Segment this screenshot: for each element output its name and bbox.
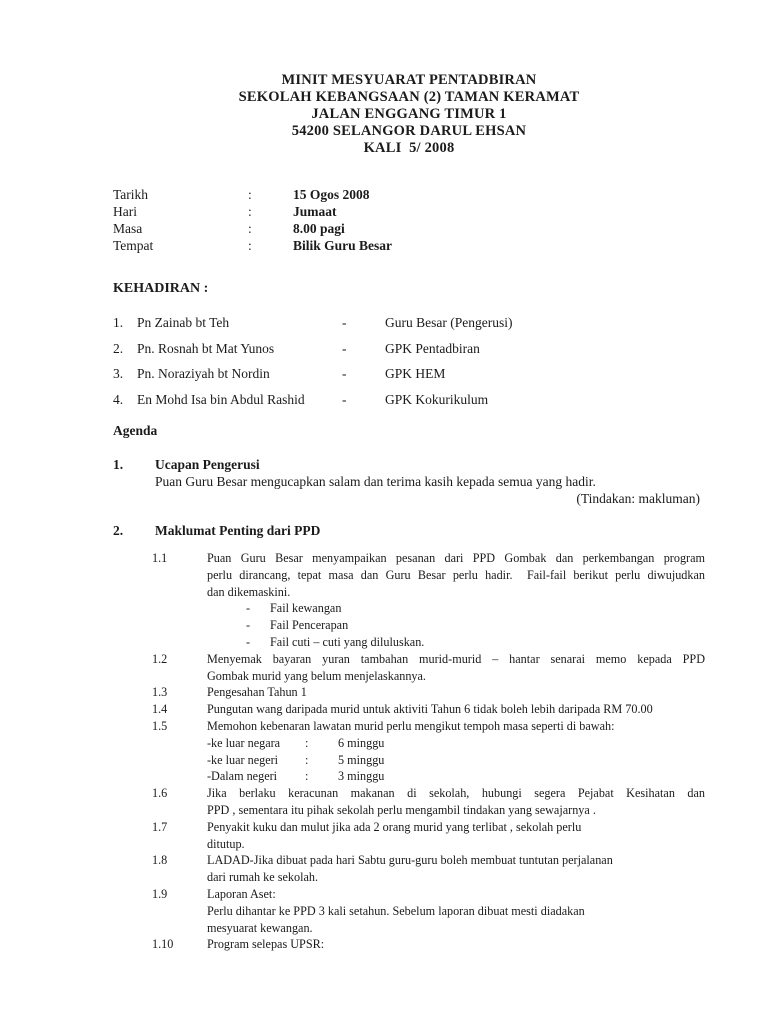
attendee-name: En Mohd Isa bin Abdul Rashid: [137, 391, 305, 407]
agenda-item-content: [155, 456, 705, 507]
letterhead-line-title: MINIT MESYUARAT PENTADBIRAN: [281, 72, 537, 88]
attendee-number: 4.: [113, 391, 124, 407]
file-bullet-list: [113, 600, 705, 650]
letterhead-line-school: SEKOLAH KEBANGSAAN (2) TAMAN KERAMAT: [238, 88, 580, 105]
sub-item-number-empty: [152, 600, 207, 650]
duration-table-body: [207, 735, 705, 785]
agenda-sub-items: [113, 550, 705, 953]
bullet-text: Fail kewangan: [270, 601, 342, 616]
sub-item-1-4: [113, 701, 705, 718]
agenda-item-title: Ucapan Pengerusi: [155, 457, 260, 472]
duration-value: 6 minggu: [338, 735, 385, 750]
sub-item-text: [207, 651, 705, 685]
duration-row: [207, 735, 705, 752]
sub-item-1-1: [113, 550, 705, 600]
attendance-row: [113, 314, 705, 331]
duration-colon: :: [305, 735, 309, 750]
sub-item-1-7: [113, 819, 705, 853]
duration-label: -Dalam negeri: [207, 769, 278, 784]
bullet-list-body: [207, 600, 705, 650]
meta-row-tempat: [113, 237, 705, 254]
meta-value: 8.00 pagi: [293, 221, 345, 237]
meta-colon: :: [248, 221, 252, 237]
bullet-dash: -: [246, 618, 251, 633]
agenda-item-2-row: [113, 522, 705, 539]
sub-item-text-line: PPD , sementara itu pihak sekolah perlu mengambil tindakan yang sewajarnya .: [207, 802, 596, 817]
duration-value: 5 minggu: [338, 752, 385, 767]
sub-item-1-2: [113, 651, 705, 685]
bullet-item: [207, 634, 705, 651]
sub-item-text-line: Program selepas UPSR:: [207, 937, 325, 952]
sub-item-text: [207, 886, 705, 936]
sub-item-text-line: Jika berlaku keracunan makanan di sekolah, hubungi segera Pejabat Kesihatan dan: [207, 786, 705, 801]
sub-item-number-empty: [152, 735, 207, 785]
agenda-item-1-row: [113, 456, 705, 507]
bullet-dash: -: [246, 634, 251, 649]
sub-item-number: 1.7: [152, 819, 168, 834]
meta-value: 15 Ogos 2008: [293, 187, 370, 202]
attendee-separator-dash: -: [342, 366, 347, 381]
agenda-heading: Agenda: [113, 423, 158, 438]
bullet-dash: -: [246, 601, 251, 616]
attendee-separator-dash: -: [342, 340, 347, 356]
attendee-separator-dash: -: [342, 391, 347, 407]
sub-item-number: 1.3: [152, 685, 168, 700]
sub-item-number: 1.9: [152, 886, 168, 901]
bullet-text: Fail cuti – cuti yang diluluskan.: [270, 634, 425, 649]
meta-colon: :: [248, 187, 252, 202]
attendee-role: GPK HEM: [385, 366, 446, 381]
attendee-role: GPK Kokurikulum: [385, 391, 489, 407]
attendance-heading: KEHADIRAN :: [113, 281, 209, 296]
attendee-role: Guru Besar (Pengerusi): [385, 315, 513, 330]
sub-item-number: 1.8: [152, 853, 168, 868]
sub-item-text: [207, 819, 705, 853]
meeting-meta: [113, 186, 705, 254]
sub-item-1-3: [113, 684, 705, 701]
sub-item-text: [207, 852, 705, 886]
duration-row: [207, 768, 705, 785]
agenda-item-1: [113, 456, 705, 507]
sub-item-1-10: [113, 936, 705, 953]
sub-item-text-line: ditutup.: [207, 836, 245, 851]
meta-label: Tempat: [113, 238, 154, 254]
attendee-role: GPK Pentadbiran: [385, 340, 480, 356]
sub-item-text-line: Pengesahan Tahun 1: [207, 685, 307, 700]
document-letterhead: [113, 72, 705, 157]
sub-item-1-8: [113, 852, 705, 886]
sub-item-text-line: Penyakit kuku dan mulut jika ada 2 orang murid yang terlibat , sekolah perlu: [207, 819, 582, 834]
meta-value: Bilik Guru Besar: [293, 238, 393, 254]
sub-item-text-line: Perlu dihantar ke PPD 3 kali setahun. Sebelum laporan dibuat mesti diadakan: [207, 903, 585, 918]
sub-item-1-6: [113, 785, 705, 819]
duration-colon: :: [305, 752, 309, 767]
attendee-separator-dash: -: [342, 315, 347, 330]
attendance-list: [113, 314, 705, 416]
duration-colon: :: [305, 769, 309, 784]
meta-label: Hari: [113, 204, 137, 220]
sub-item-text-line: dari rumah ke sekolah.: [207, 870, 319, 885]
meta-label: Tarikh: [113, 187, 149, 202]
agenda-item-number: 2.: [113, 523, 124, 538]
agenda-item-number: 1.: [113, 457, 124, 472]
sub-item-text: [207, 550, 705, 600]
sub-item-number: 1.2: [152, 651, 168, 666]
letterhead-line-series: KALI 5/ 2008: [363, 139, 455, 156]
meta-label: Masa: [113, 221, 143, 237]
sub-item-number: 1.1: [152, 551, 168, 565]
duration-label: -ke luar negara: [207, 735, 281, 750]
attendee-name: Pn Zainab bt Teh: [137, 315, 230, 330]
attendee-name: Pn. Rosnah bt Mat Yunos: [137, 340, 275, 356]
meta-colon: :: [248, 238, 252, 254]
agenda-item-2: [113, 522, 705, 539]
sub-item-text-line: Menyemak bayaran yuran tambahan murid-murid – hantar senarai memo kepada PPD: [207, 651, 705, 666]
attendance-row: [113, 391, 705, 408]
sub-item-text-line: LADAD-Jika dibuat pada hari Sabtu guru-guru boleh membuat tuntutan perjalanan: [207, 853, 613, 868]
sub-item-text-line: Memohon kebenaran lawatan murid perlu mengikut tempoh masa seperti di bawah:: [207, 718, 615, 733]
sub-item-text-line: Puan Guru Besar menyampaikan pesanan dari PPD Gombak dan perkembangan program: [207, 551, 705, 565]
meta-row-masa: [113, 220, 705, 237]
sub-item-text-line: Gombak murid yang belum menjelaskannya.: [207, 668, 426, 683]
attendee-number: 3.: [113, 366, 124, 381]
attendee-number: 2.: [113, 340, 124, 356]
agenda-item-body: Puan Guru Besar mengucapkan salam dan terima kasih kepada semua yang hadir.: [155, 474, 596, 489]
meta-value: Jumaat: [293, 204, 337, 220]
bullet-text: Fail Pencerapan: [270, 618, 349, 633]
attendance-row: [113, 340, 705, 357]
meta-row-tarikh: [113, 186, 705, 203]
sub-item-text-line: Pungutan wang daripada murid untuk aktiviti Tahun 6 tidak boleh lebih daripada RM 70.00: [207, 702, 653, 717]
sub-item-number: 1.4: [152, 702, 168, 717]
duration-label: -ke luar negeri: [207, 752, 279, 767]
sub-item-number: 1.10: [152, 937, 174, 952]
bullet-item: [207, 600, 705, 617]
letterhead-line-street: JALAN ENGGANG TIMUR 1: [311, 105, 507, 122]
sub-item-text-line: mesyuarat kewangan.: [207, 920, 313, 935]
meta-colon: :: [248, 204, 252, 220]
meta-row-hari: [113, 203, 705, 220]
sub-item-text: [207, 785, 705, 819]
attendance-row: [113, 365, 705, 382]
sub-item-text-line: Laporan Aset:: [207, 886, 276, 901]
sub-item-number: 1.5: [152, 718, 168, 733]
agenda-action-note: (Tindakan: makluman): [576, 491, 700, 506]
duration-row: [207, 752, 705, 769]
attendee-name: Pn. Noraziyah bt Nordin: [137, 366, 270, 381]
trip-duration-table: [113, 735, 705, 785]
sub-item-1-9: [113, 886, 705, 936]
attendee-number: 1.: [113, 315, 124, 330]
sub-item-1-5: [113, 718, 705, 735]
duration-value: 3 minggu: [338, 769, 385, 784]
letterhead-line-state: 54200 SELANGOR DARUL EHSAN: [291, 122, 527, 139]
sub-item-number: 1.6: [152, 786, 168, 801]
sub-item-text-line: dan dikemaskini.: [207, 584, 291, 599]
bullet-item: [207, 617, 705, 634]
sub-item-text-line: perlu dirancang, tepat masa dan Guru Besar perlu hadir. Fail-fail berikut perlu diwujudkan: [207, 567, 705, 582]
agenda-item-title: Maklumat Penting dari PPD: [155, 523, 321, 538]
